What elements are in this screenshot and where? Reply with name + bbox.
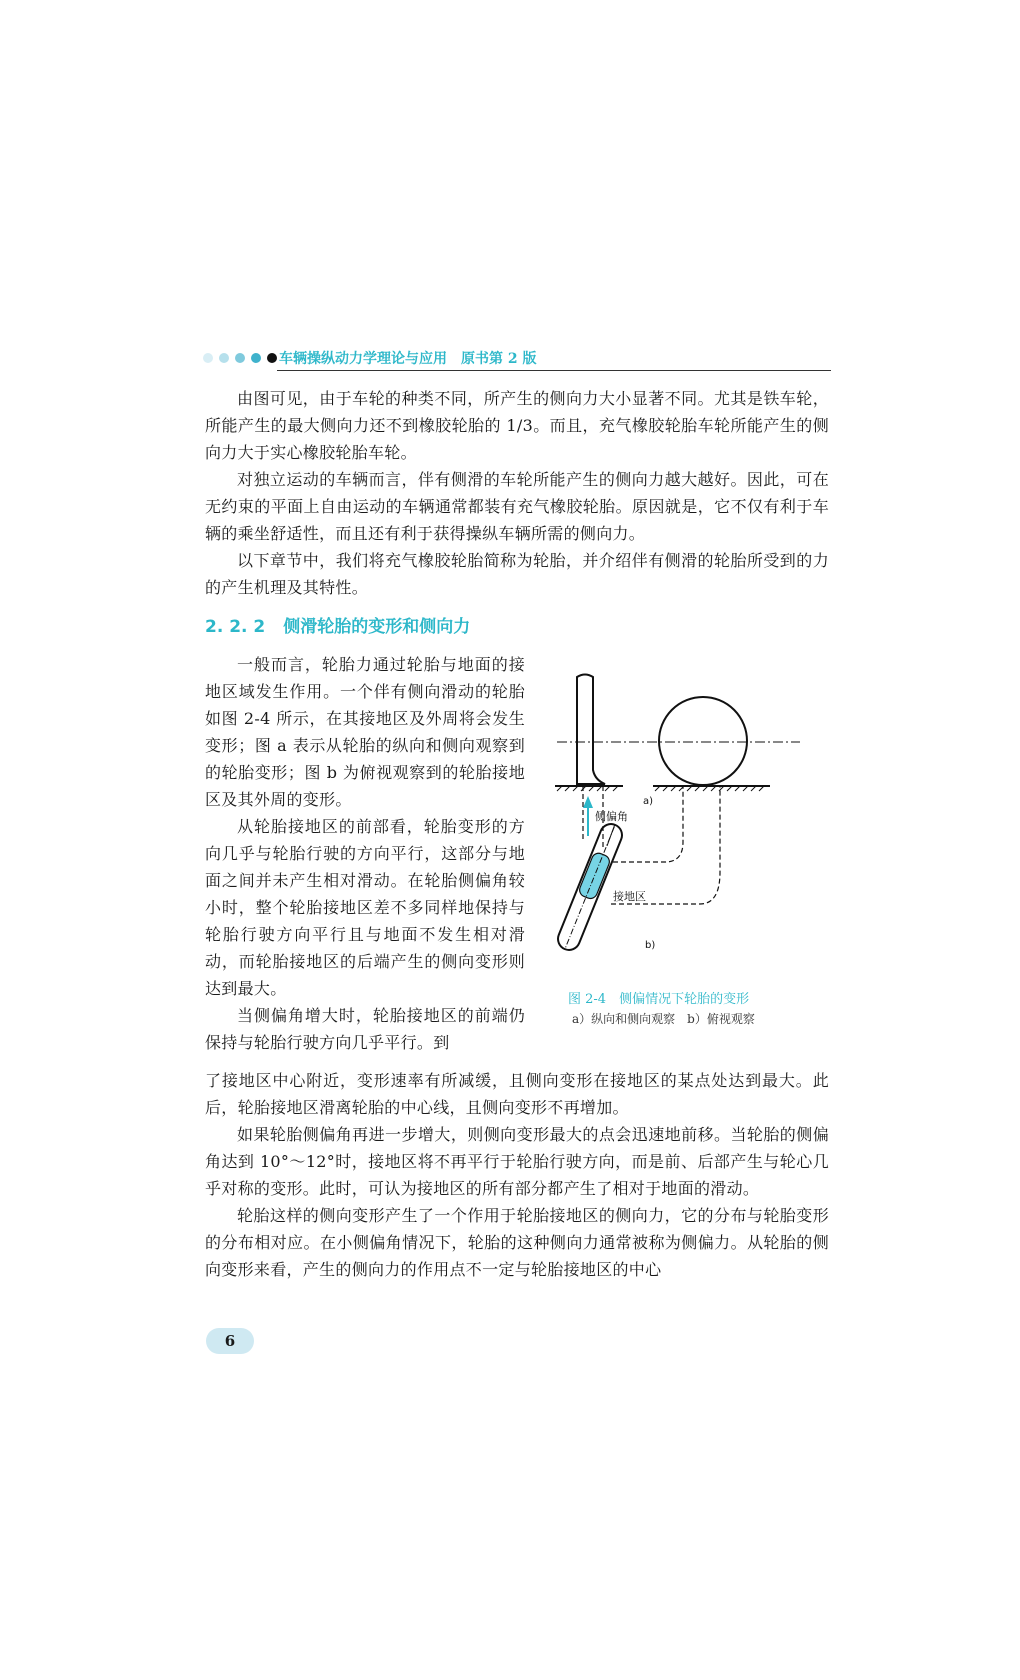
figure-label-a: a) [643, 796, 654, 807]
paragraph: 以下章节中，我们将充气橡胶轮胎简称为轮胎，并介绍伴有侧滑的轮胎所受到的力的产生机理及其特性。 [205, 551, 829, 597]
body-text-left [205, 651, 525, 1056]
section-title: 侧滑轮胎的变形和侧向力 [283, 617, 471, 637]
paragraph-continuation: 了接地区中心附近，变形速率有所减缓，且侧向变形在接地区的某点处达到最大。此后，轮胎接地区滑离轮胎的中心线，且侧向变形不再增加。 [205, 1071, 829, 1117]
figure-label-contact-patch: 接地区 [613, 890, 646, 903]
header-rule [277, 370, 831, 371]
tire-side-view [577, 675, 605, 785]
paragraph: 由图可见，由于车轮的种类不同，所产生的侧向力大小显著不同。尤其是铁车轮，所能产生的最大侧向力还不到橡胶轮胎的 1/3。而且，充气橡胶轮胎车轮所能产生的侧向力大于实心橡胶轮胎车轮。 [205, 389, 829, 462]
paragraph: 如果轮胎侧偏角再进一步增大，则侧向变形最大的点会迅速地前移。当轮胎的侧偏角达到 10°～12°时，接地区将不再平行于轮胎行驶方向，而是前、后部产生与轮心几乎对称的变形。此时，可认为接地区的所有部分都产生了相对于地面的滑动。 [205, 1125, 829, 1198]
figure-label-b: b) [645, 940, 656, 951]
header-dot [251, 353, 261, 363]
figure-caption: 图 2-4 侧偏情况下轮胎的变形 [568, 992, 750, 1007]
paragraph-start: 当侧偏角增大时，轮胎接地区的前端仍保持与轮胎行驶方向几乎平行。到 [205, 1006, 525, 1052]
tire-top-view [555, 821, 625, 953]
direction-arrowhead [583, 796, 593, 808]
section-heading [205, 612, 470, 637]
section-number: 2. 2. 2 [205, 617, 266, 637]
figure-label-slip-angle: 侧偏角 [595, 810, 628, 823]
figure-subcaption: a）纵向和侧向观察 b）俯视观察 [572, 1012, 755, 1026]
header-dot [203, 353, 213, 363]
paragraph: 对独立运动的车辆而言，伴有侧滑的车轮所能产生的侧向力越大越好。因此，可在无约束的平面上自由运动的车辆通常都装有充气橡胶轮胎。原因就是，它不仅有利于车辆的乘坐舒适性，而且还有利于获得操纵车辆所需的侧向力。 [205, 470, 829, 543]
running-header [203, 348, 831, 374]
page-number: 6 [206, 1328, 254, 1354]
body-text-bottom [205, 1067, 829, 1283]
header-dot [267, 353, 277, 363]
running-title: 车辆操纵动力学理论与应用 原书第 2 版 [279, 351, 537, 367]
tire-deformation-figure [555, 672, 805, 962]
paragraph: 从轮胎接地区的前部看，轮胎变形的方向几乎与轮胎行驶的方向平行，这部分与地面之间并未产生相对滑动。在轮胎侧偏角较小时，整个轮胎接地区差不多同样地保持与轮胎行驶方向平行且与地面不发生相对滑动，而轮胎接地区的后端产生的侧向变形则达到最大。 [205, 817, 525, 998]
header-dot [219, 353, 229, 363]
paragraph: 一般而言，轮胎力通过轮胎与地面的接地区域发生作用。一个伴有侧向滑动的轮胎如图 2-4 所示，在其接地区及外周将会发生变形；图 a 表示从轮胎的纵向和侧向观察到的轮胎变形；图 b 为俯视观察到的轮胎接地区及其外周的变形。 [205, 655, 525, 809]
header-dot [235, 353, 245, 363]
header-dots [203, 353, 277, 363]
body-text-top [205, 385, 829, 601]
paragraph: 轮胎这样的侧向变形产生了一个作用于轮胎接地区的侧向力，它的分布与轮胎变形的分布相对应。在小侧偏角情况下，轮胎的这种侧向力通常被称为侧偏力。从轮胎的侧向变形来看，产生的侧向力的作用点不一定与轮胎接地区的中心 [205, 1206, 829, 1279]
tire-front-view [659, 697, 747, 785]
